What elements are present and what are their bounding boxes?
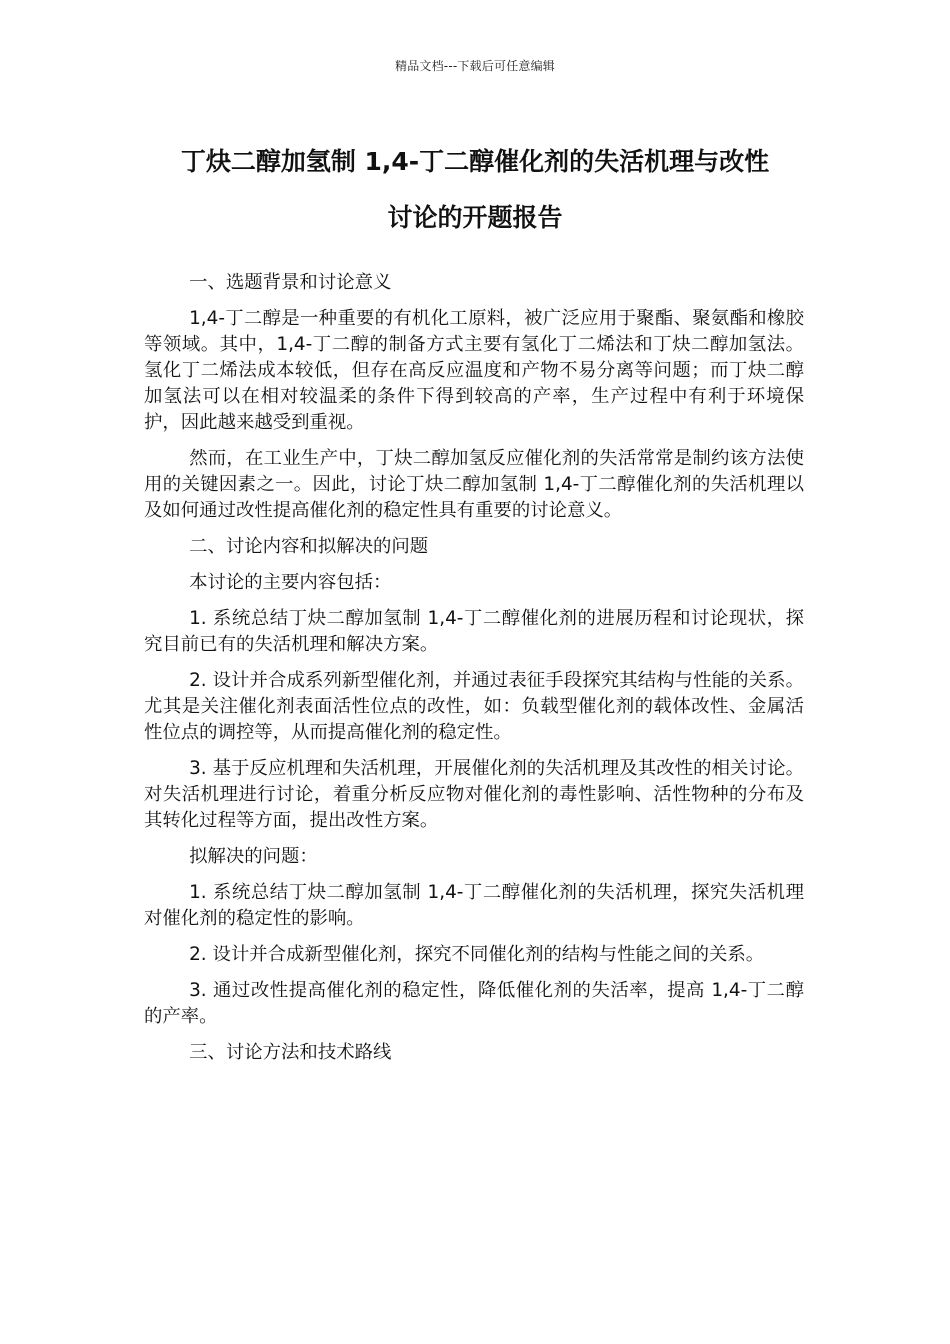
- list-item-problem-2: 2. 设计并合成新型催化剂，探究不同催化剂的结构与性能之间的关系。: [189, 944, 765, 965]
- paragraph-content-intro: 本讨论的主要内容包括：: [189, 572, 392, 593]
- list-item-content-2: 2. 设计并合成系列新型催化剂，并通过表征手段探究其结构与性能的关系。尤其是关注催化剂表面活性位点的改性，如：负载型催化剂的载体改性、金属活性位点的调控等，从而提高催化剂的稳定性。: [144, 670, 804, 743]
- page-header: 精品文档---下载后可任意编辑: [395, 59, 555, 73]
- document-body: [144, 270, 804, 1076]
- document-title: [140, 134, 810, 246]
- title-line-2: 讨论的开题报告: [387, 203, 563, 232]
- section-heading-background: 一、选题背景和讨论意义: [189, 272, 392, 293]
- paragraph-problems-intro: 拟解决的问题：: [189, 846, 318, 867]
- title-line-1: 丁炔二醇加氢制 1,4-丁二醇催化剂的失活机理与改性: [180, 147, 770, 176]
- paragraph-intro: 1,4-丁二醇是一种重要的有机化工原料，被广泛应用于聚酯、聚氨酯和橡胶等领域。其中，1,4-丁二醇的制备方式主要有氢化丁二烯法和丁炔二醇加氢法。氢化丁二烯法成本较低，但存在高反应温度和产物不易分离等问题；而丁炔二醇加氢法可以在相对较温柔的条件下得到较高的产率，生产过程中有利于环境保护，因此越来越受到重视。: [144, 308, 804, 433]
- paragraph-significance: 然而，在工业生产中，丁炔二醇加氢反应催化剂的失活常常是制约该方法使用的关键因素之一。因此，讨论丁炔二醇加氢制 1,4-丁二醇催化剂的失活机理以及如何通过改性提高催化剂的稳定性具有重要的讨论意义。: [144, 448, 804, 521]
- list-item-content-3: 3. 基于反应机理和失活机理，开展催化剂的失活机理及其改性的相关讨论。对失活机理进行讨论，着重分析反应物对催化剂的毒性影响、活性物种的分布及其转化过程等方面，提出改性方案。: [144, 758, 804, 831]
- list-item-problem-3: 3. 通过改性提高催化剂的稳定性，降低催化剂的失活率，提高 1,4-丁二醇的产率。: [144, 980, 804, 1027]
- list-item-problem-1: 1. 系统总结丁炔二醇加氢制 1,4-丁二醇催化剂的失活机理，探究失活机理对催化剂的稳定性的影响。: [144, 882, 804, 929]
- section-heading-content: 二、讨论内容和拟解决的问题: [189, 536, 429, 557]
- list-item-content-1: 1. 系统总结丁炔二醇加氢制 1,4-丁二醇催化剂的进展历程和讨论现状，探究目前已有的失活机理和解决方案。: [144, 608, 804, 655]
- section-heading-methods: 三、讨论方法和技术路线: [189, 1042, 392, 1063]
